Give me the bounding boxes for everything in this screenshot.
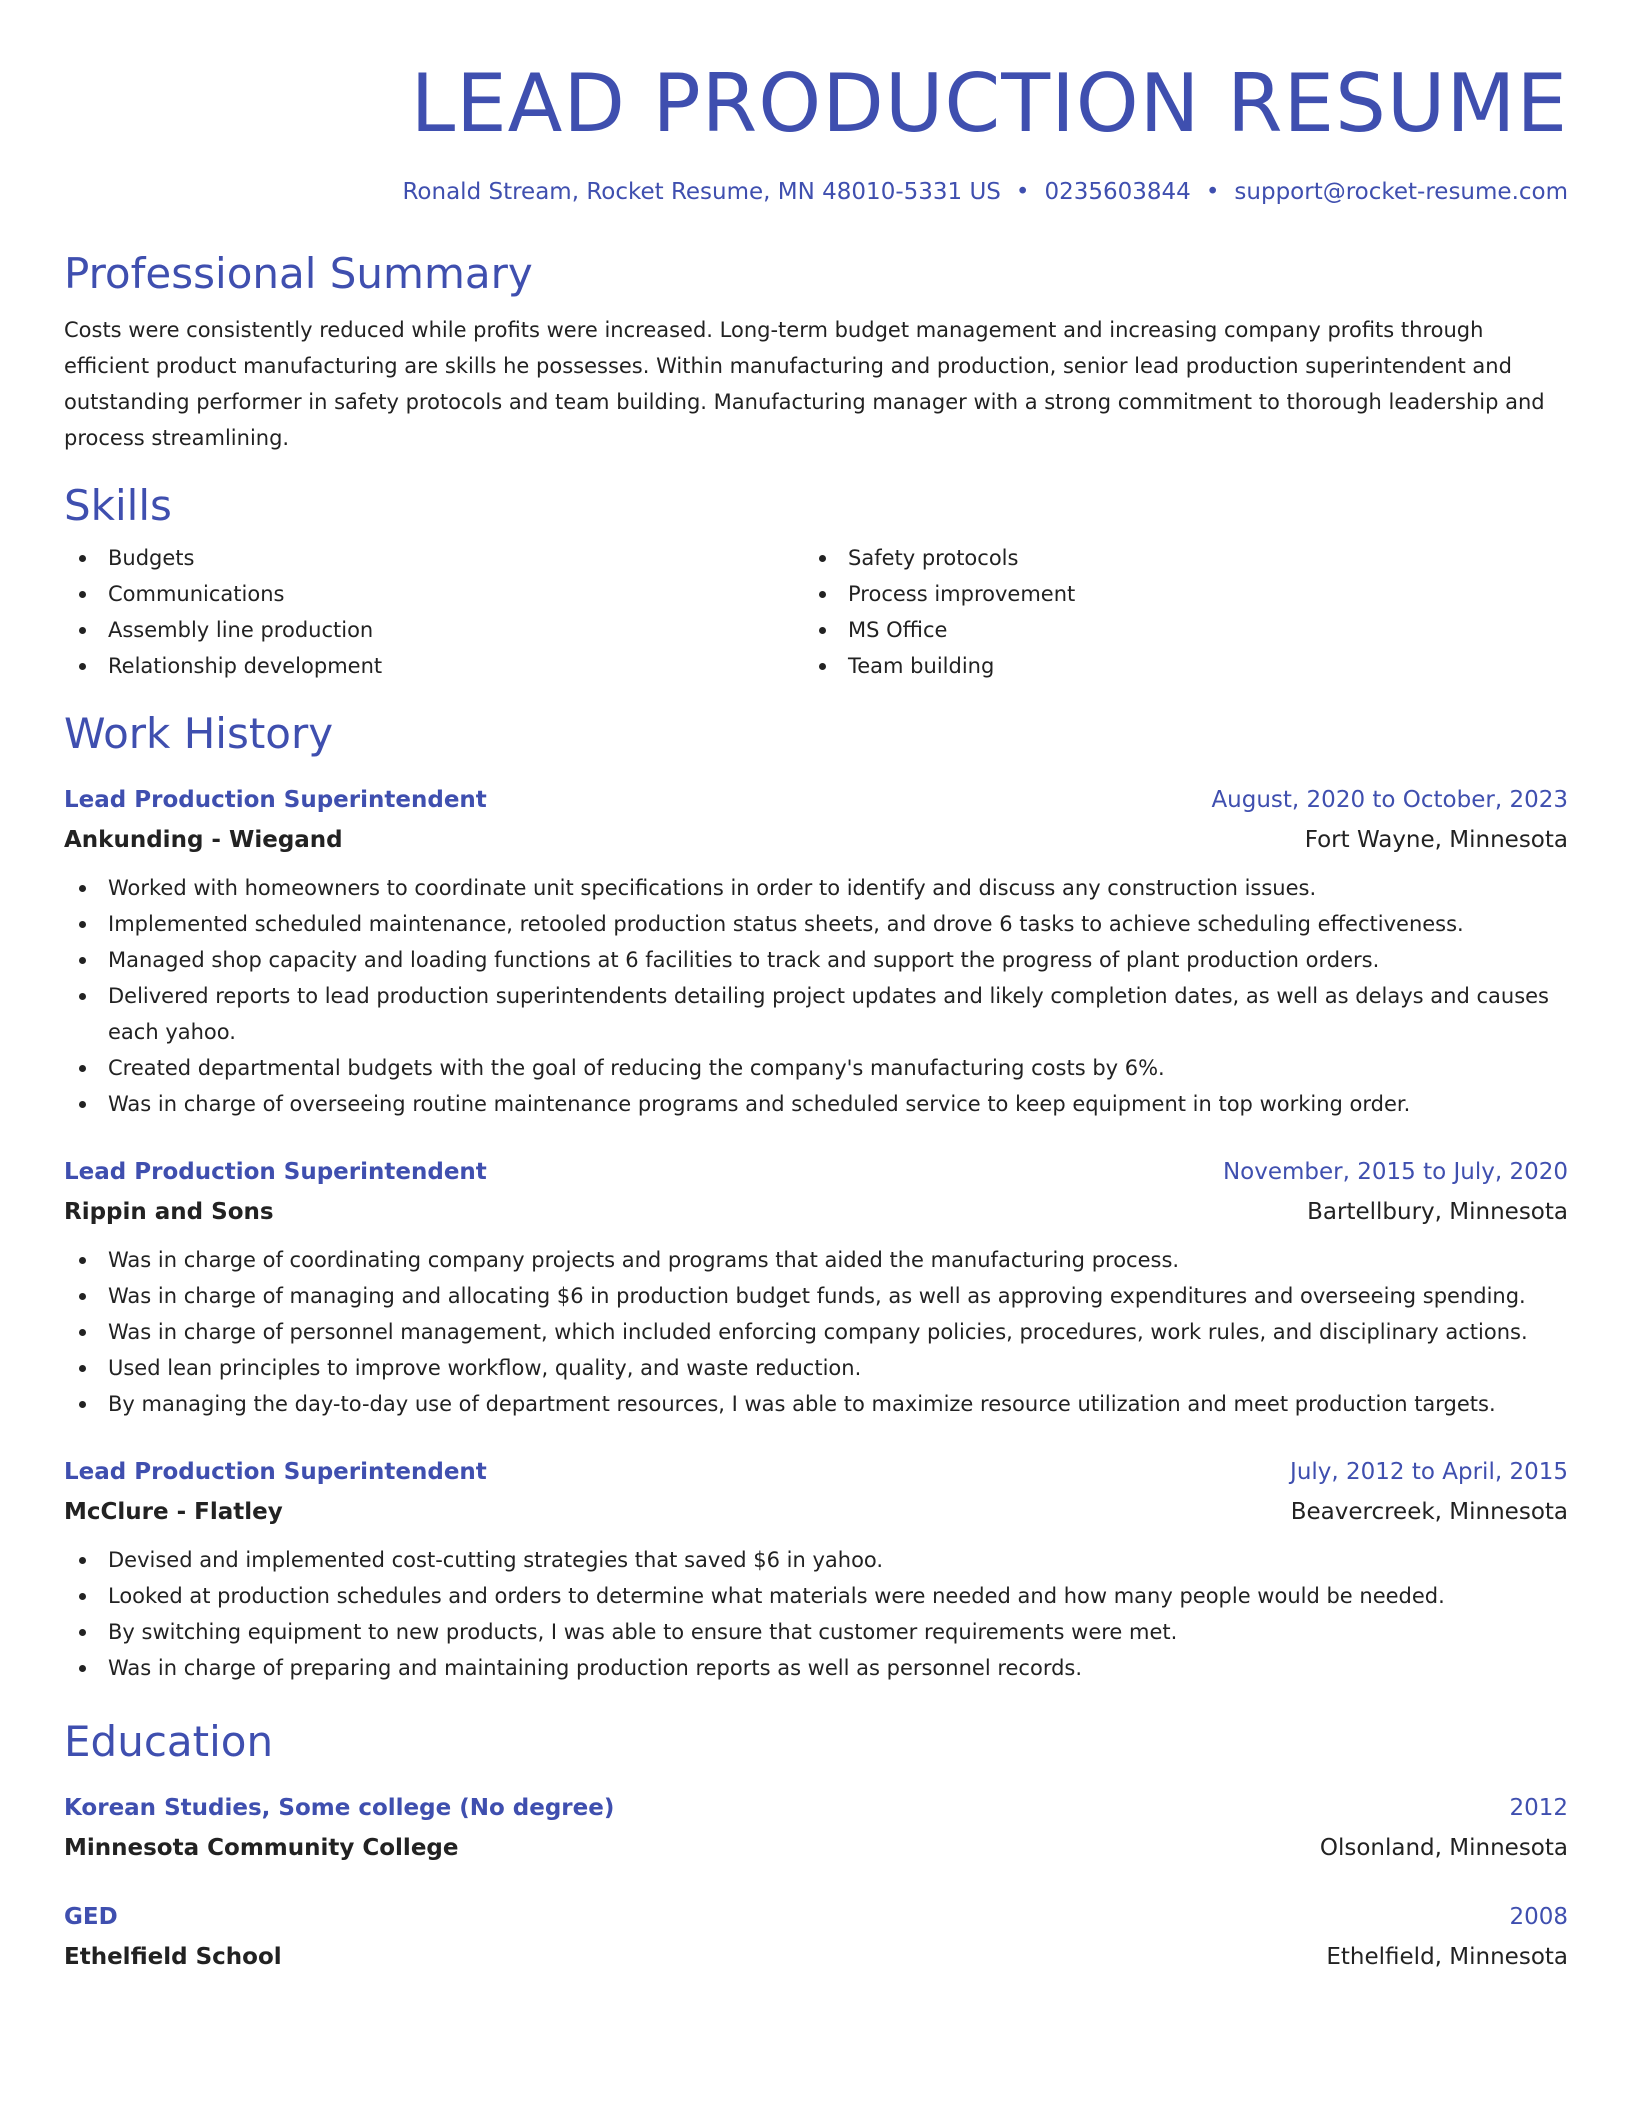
job-company: Rippin and Sons xyxy=(64,1199,274,1225)
job-company-row xyxy=(64,1492,1568,1532)
job-bullet: Delivered reports to lead production superintendents detailing project updates and likely completion dates, as well as delays and causes each yahoo. xyxy=(64,978,1568,1050)
skill-item: Process improvement xyxy=(804,576,1404,612)
skill-item: Communications xyxy=(64,576,804,612)
contact-separator: • xyxy=(1205,179,1220,205)
education-year: 2008 xyxy=(1509,1904,1568,1930)
education-school: Minnesota Community College xyxy=(64,1835,459,1861)
job-bullet: Created departmental budgets with the goal of reducing the company's manufacturing costs by 6%. xyxy=(64,1050,1568,1086)
job-bullet: Was in charge of personnel management, which included enforcing company policies, procedures, work rules, and disciplinary actions. xyxy=(64,1314,1568,1350)
job-title-row xyxy=(64,1452,1568,1492)
skill-item: MS Office xyxy=(804,612,1404,648)
education-degree: GED xyxy=(64,1904,118,1930)
job-company-row xyxy=(64,1192,1568,1232)
job-dates: August, 2020 to October, 2023 xyxy=(1211,787,1568,813)
job-entry xyxy=(64,780,1568,1122)
education-entry xyxy=(64,1788,1568,1868)
skills-column-left xyxy=(64,540,804,684)
job-bullet: By switching equipment to new products, I was able to ensure that customer requirements were met. xyxy=(64,1614,1568,1650)
education-location: Olsonland, Minnesota xyxy=(1319,1835,1568,1861)
education-degree-row xyxy=(64,1788,1568,1828)
job-title: Lead Production Superintendent xyxy=(64,787,487,813)
skills-column-right xyxy=(804,540,1404,684)
skill-item: Safety protocols xyxy=(804,540,1404,576)
education-entry xyxy=(64,1897,1568,1977)
summary-text: Costs were consistently reduced while profits were increased. Long-term budget management and increasing company profits through efficient product manufacturing are skills he possesses. Within manufacturing and production, senior lead production superintendent and outstanding performer in safety protocols and team building. Manufacturing manager with a strong commitment to thorough leadership and process streamlining. xyxy=(64,318,1545,450)
job-location: Fort Wayne, Minnesota xyxy=(1304,827,1568,853)
contact-email: support@rocket-resume.com xyxy=(1234,179,1568,205)
job-title-row xyxy=(64,780,1568,820)
education-location: Ethelfield, Minnesota xyxy=(1326,1944,1568,1970)
job-company: McClure - Flatley xyxy=(64,1499,283,1525)
job-bullet: Was in charge of managing and allocating $6 in production budget funds, as well as approving expenditures and overseeing spending. xyxy=(64,1278,1568,1314)
job-bullet: Devised and implemented cost-cutting strategies that saved $6 in yahoo. xyxy=(64,1542,1568,1578)
job-dates: July, 2012 to April, 2015 xyxy=(1290,1459,1568,1485)
job-bullets xyxy=(64,870,1568,1122)
education-school: Ethelfield School xyxy=(64,1944,282,1970)
skill-item: Relationship development xyxy=(64,648,804,684)
education-year: 2012 xyxy=(1509,1795,1568,1821)
contact-address: Ronald Stream, Rocket Resume, MN 48010-5331 US xyxy=(402,179,1001,205)
work-history-heading: Work History xyxy=(64,709,334,758)
job-bullets xyxy=(64,1242,1568,1422)
job-bullet: Was in charge of preparing and maintaining production reports as well as personnel records. xyxy=(64,1650,1568,1686)
job-bullets xyxy=(64,1542,1568,1686)
summary-section xyxy=(64,248,1568,456)
job-dates: November, 2015 to July, 2020 xyxy=(1222,1159,1568,1185)
job-bullet: Was in charge of overseeing routine maintenance programs and scheduled service to keep equipment in top working order. xyxy=(64,1086,1568,1122)
job-location: Bartellbury, Minnesota xyxy=(1307,1199,1568,1225)
summary-heading: Professional Summary xyxy=(64,249,533,298)
education-section xyxy=(64,1716,1568,1977)
education-heading: Education xyxy=(64,1717,274,1766)
education-degree: Korean Studies, Some college (No degree) xyxy=(64,1795,615,1821)
skills-heading: Skills xyxy=(64,481,172,530)
job-bullet: Worked with homeowners to coordinate unit specifications in order to identify and discuss any construction issues. xyxy=(64,870,1568,906)
job-company-row xyxy=(64,820,1568,860)
resume-header xyxy=(64,56,1568,208)
job-entry xyxy=(64,1152,1568,1422)
education-school-row xyxy=(64,1828,1568,1868)
resume-title: LEAD PRODUCTION RESUME xyxy=(410,57,1568,150)
job-bullet: Looked at production schedules and orders to determine what materials were needed and how many people would be needed. xyxy=(64,1578,1568,1614)
education-degree-row xyxy=(64,1897,1568,1937)
skill-item: Team building xyxy=(804,648,1404,684)
job-bullet: Was in charge of coordinating company projects and programs that aided the manufacturing process. xyxy=(64,1242,1568,1278)
job-bullet: Implemented scheduled maintenance, retooled production status sheets, and drove 6 tasks to achieve scheduling effectiveness. xyxy=(64,906,1568,942)
work-history-section xyxy=(64,708,1568,1686)
contact-line xyxy=(64,176,1568,208)
skill-item: Budgets xyxy=(64,540,804,576)
skill-item: Assembly line production xyxy=(64,612,804,648)
job-title: Lead Production Superintendent xyxy=(64,1459,487,1485)
job-bullet: By managing the day-to-day use of department resources, I was able to maximize resource utilization and meet production targets. xyxy=(64,1386,1568,1422)
job-title: Lead Production Superintendent xyxy=(64,1159,487,1185)
education-school-row xyxy=(64,1937,1568,1977)
job-location: Beavercreek, Minnesota xyxy=(1290,1499,1568,1525)
contact-phone: 0235603844 xyxy=(1044,179,1191,205)
job-bullet: Managed shop capacity and loading functions at 6 facilities to track and support the progress of plant production orders. xyxy=(64,942,1568,978)
job-title-row xyxy=(64,1152,1568,1192)
skills-section xyxy=(64,480,1568,684)
job-bullet: Used lean principles to improve workflow, quality, and waste reduction. xyxy=(64,1350,1568,1386)
job-entry xyxy=(64,1452,1568,1686)
contact-separator: • xyxy=(1015,179,1030,205)
job-company: Ankunding - Wiegand xyxy=(64,827,343,853)
skills-list xyxy=(64,540,1568,684)
